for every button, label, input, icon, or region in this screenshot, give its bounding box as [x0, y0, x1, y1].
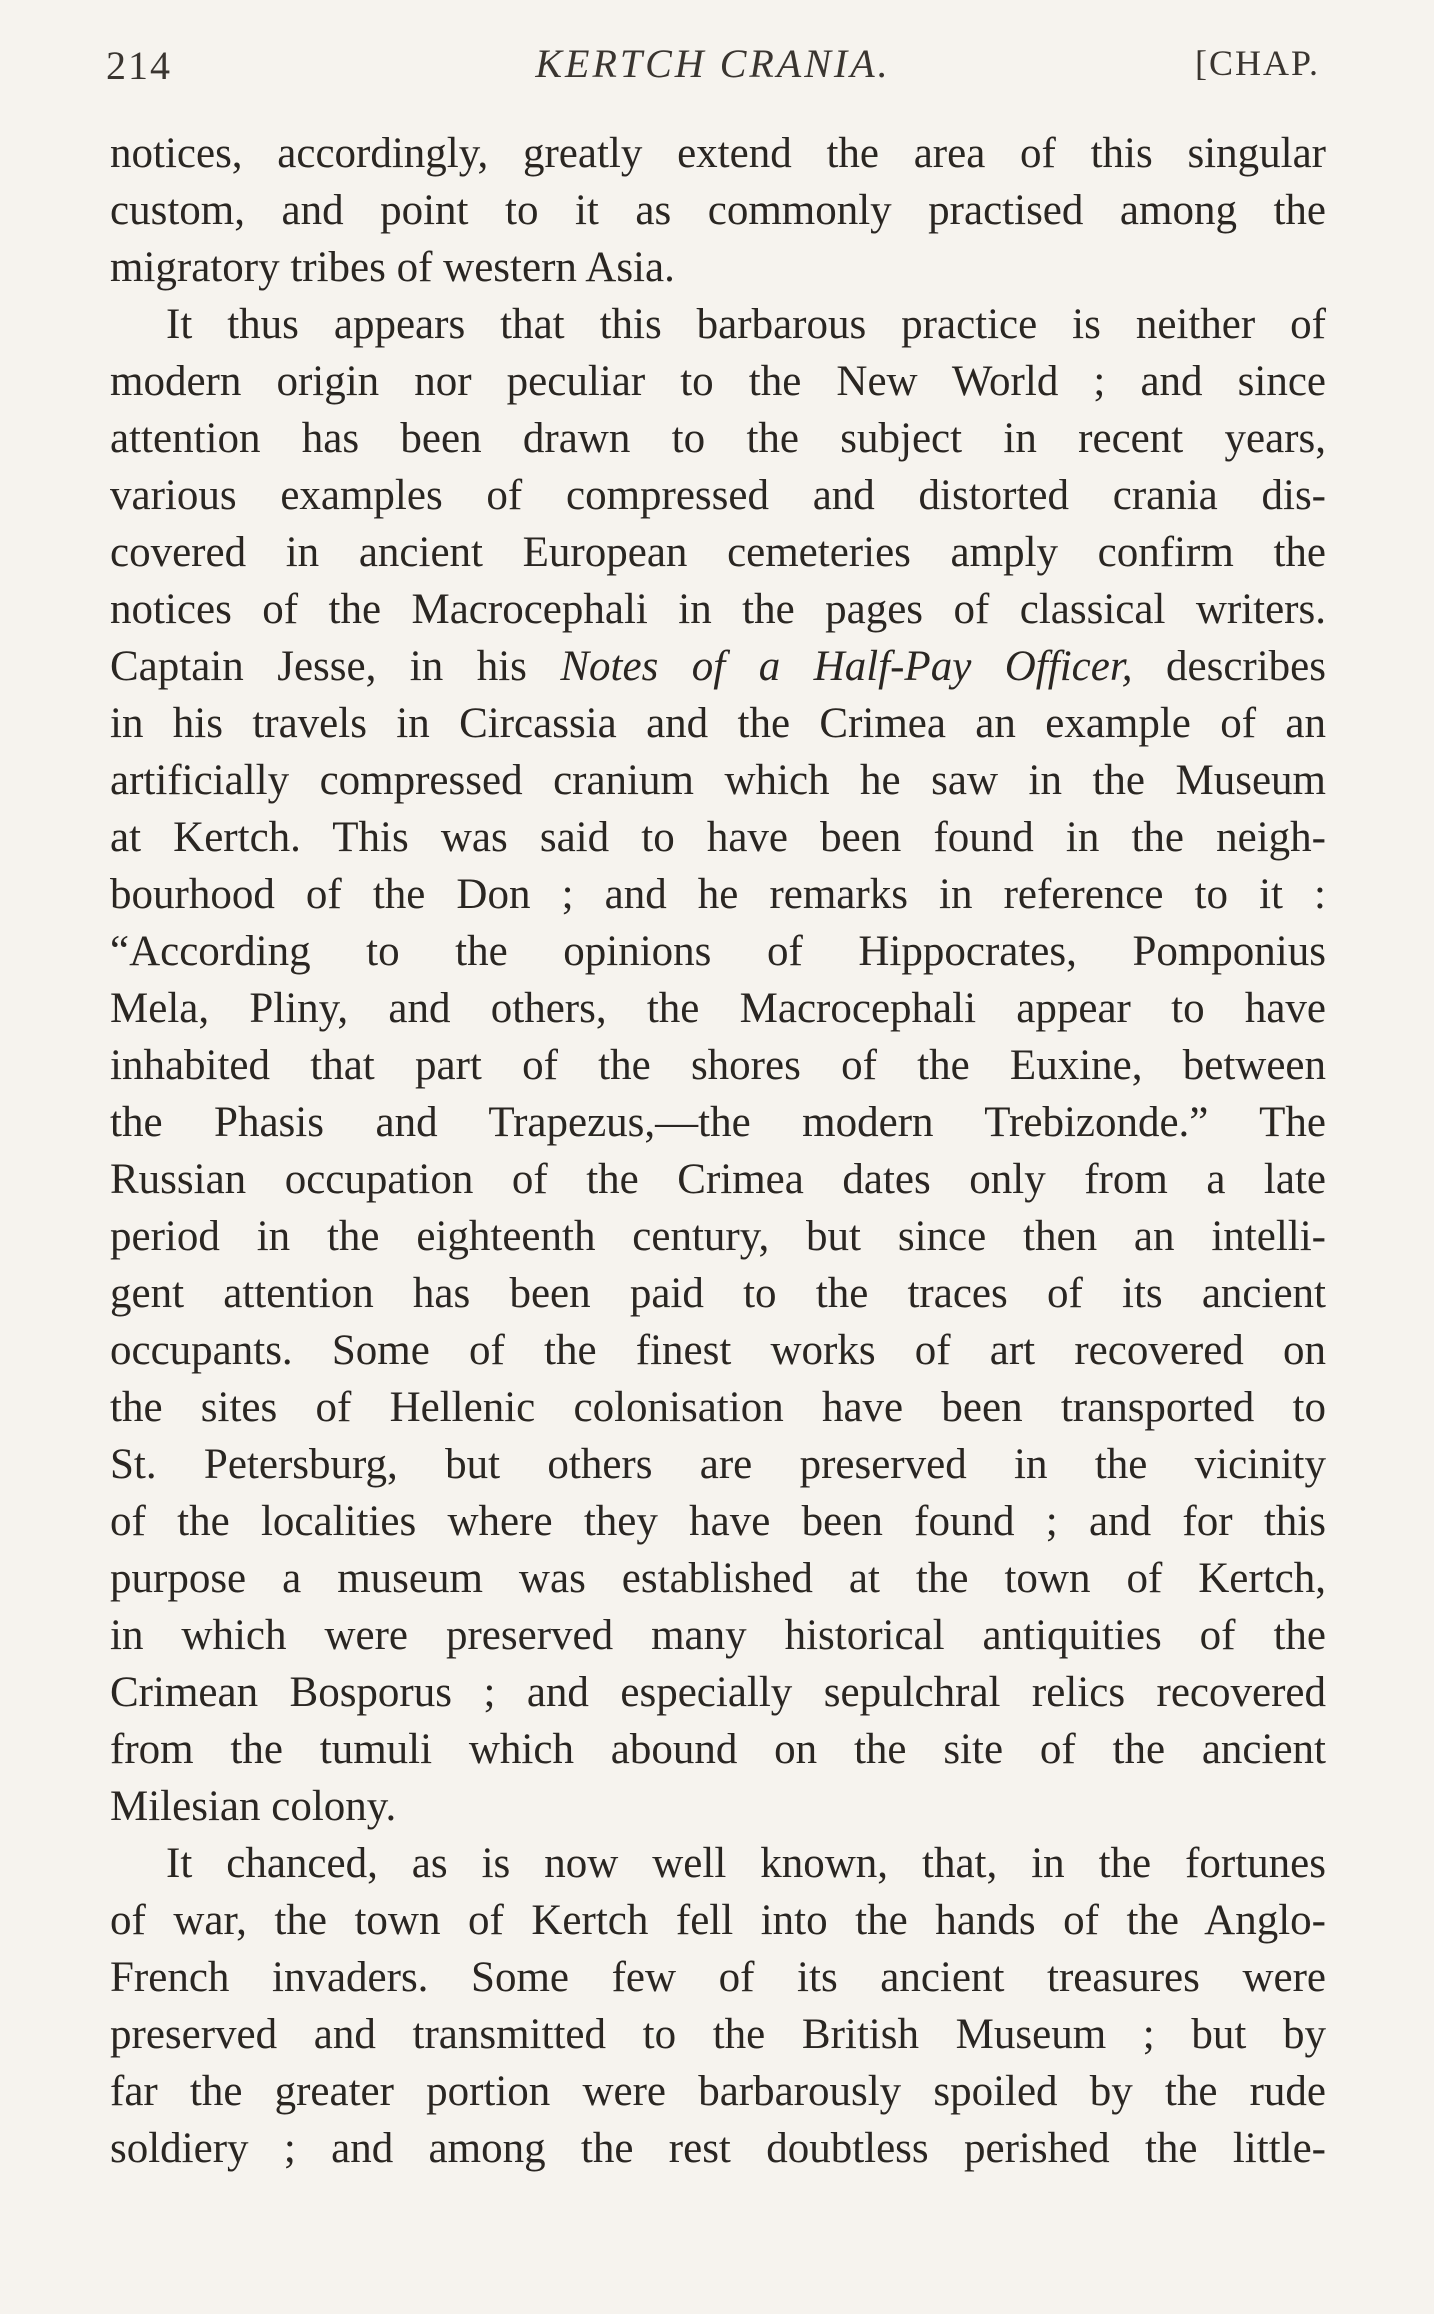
text-line: in his travels in Circassia and the Crimea an example of an — [110, 700, 1326, 747]
text-line: notices, accordingly, greatly extend the area of this singular — [110, 130, 1326, 177]
page-number: 214 — [106, 43, 172, 88]
text-line: occupants. Some of the finest works of art recovered on — [110, 1327, 1326, 1374]
text-line: far the greater portion were barbarously spoiled by the rude — [110, 2068, 1326, 2115]
text-line: artificially compressed cranium which he saw in the Museum — [110, 757, 1326, 804]
text-line: the Phasis and Trapezus,—the modern Trebizonde.” The — [110, 1099, 1326, 1146]
page-header — [106, 30, 1320, 100]
text-line: Russian occupation of the Crimea dates only from a late — [110, 1156, 1326, 1203]
text-line: period in the eighteenth century, but since then an intelli- — [110, 1213, 1326, 1260]
text-line: in which were preserved many historical antiquities of the — [110, 1612, 1326, 1659]
text-line: at Kertch. This was said to have been found in the neigh- — [110, 814, 1326, 861]
text-line: Crimean Bosporus ; and especially sepulchral relics recovered — [110, 1669, 1326, 1716]
body-text — [110, 125, 1326, 2177]
text-line: purpose a museum was established at the town of Kertch, — [110, 1555, 1326, 1602]
text-line: notices of the Macrocephali in the pages of classical writers. — [110, 586, 1326, 633]
text-line: custom, and point to it as commonly practised among the — [110, 187, 1326, 234]
text-line: It chanced, as is now well known, that, in the fortunes — [166, 1840, 1326, 1887]
text-line: St. Petersburg, but others are preserved in the vicinity — [110, 1441, 1326, 1488]
text-line: “According to the opinions of Hippocrates, Pomponius — [110, 928, 1326, 975]
text-line: modern origin nor peculiar to the New World ; and since — [110, 358, 1326, 405]
text-line: migratory tribes of western Asia. — [110, 244, 675, 291]
text-line: from the tumuli which abound on the site of the ancient — [110, 1726, 1326, 1773]
running-title: KERTCH CRANIA. — [535, 41, 891, 86]
text-line: the sites of Hellenic colonisation have been transported to — [110, 1384, 1326, 1431]
text-line: of war, the town of Kertch fell into the hands of the Anglo- — [110, 1897, 1326, 1944]
text-line: It thus appears that this barbarous practice is neither of — [166, 301, 1326, 348]
text-line: French invaders. Some few of its ancient treasures were — [110, 1954, 1326, 2001]
text-line — [110, 638, 1326, 695]
text-line: preserved and transmitted to the British Museum ; but by — [110, 2011, 1326, 2058]
book-title-italic: Notes of a Half-Pay Officer, — [560, 643, 1133, 690]
text-line: various examples of compressed and distorted crania dis- — [110, 472, 1326, 519]
text-segment: describes — [1132, 643, 1327, 690]
text-segment: Captain Jesse, in his — [110, 643, 561, 690]
chapter-mark: [CHAP. — [1194, 43, 1320, 83]
text-line: bourhood of the Don ; and he remarks in reference to it : — [110, 871, 1326, 918]
text-line: covered in ancient European cemeteries amply confirm the — [110, 529, 1326, 576]
text-line: of the localities where they have been found ; and for this — [110, 1498, 1326, 1545]
text-line: inhabited that part of the shores of the Euxine, between — [110, 1042, 1326, 1089]
text-line: Mela, Pliny, and others, the Macrocephali appear to have — [110, 985, 1326, 1032]
text-line: Milesian colony. — [110, 1783, 397, 1830]
text-line: soldiery ; and among the rest doubtless perished the little- — [110, 2125, 1326, 2172]
text-line: gent attention has been paid to the traces of its ancient — [110, 1270, 1326, 1317]
text-line: attention has been drawn to the subject in recent years, — [110, 415, 1326, 462]
